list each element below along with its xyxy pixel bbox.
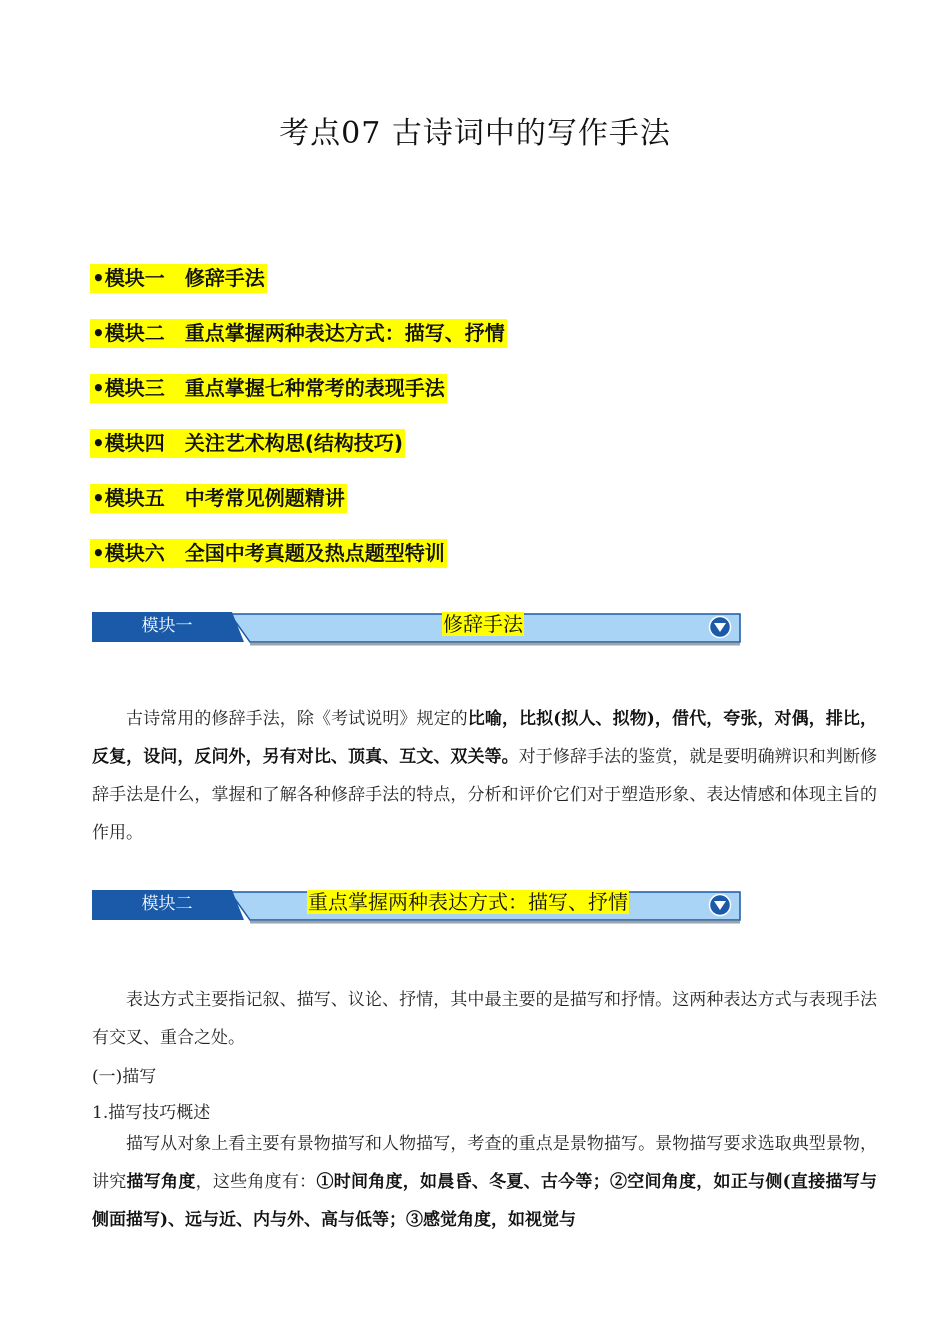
toc-item-1[interactable] <box>90 262 267 291</box>
bullet: • <box>92 486 105 510</box>
toc-module-label: 模块六 <box>104 541 165 565</box>
toc-item-4[interactable] <box>90 427 405 456</box>
toc-item-2[interactable] <box>90 317 507 346</box>
section2-paragraph-1: 表达方式主要指记叙、描写、议论、抒情，其中最主要的是描写和抒情。这两种表达方式与表现手法有交叉、重合之处。 <box>92 990 877 1048</box>
toc-module-name: 关注艺术构思(结构技巧) <box>184 431 404 455</box>
module-banner-2 <box>92 890 742 924</box>
bullet: • <box>92 431 105 455</box>
module-tag: 模块二 <box>141 894 193 914</box>
text-run: 描写从对象上看主要有景物描写和人物描写，考查的重点是景物描写。景物描写要求选取典型景物，讲究 <box>92 1134 877 1192</box>
toc-item-3[interactable] <box>90 372 447 401</box>
bold-run: 比喻，比拟(拟人、拟物)，借代，夸张，对偶，排比，反复，设问，反问外，另有对比、顶真、互文、双关等。 <box>92 709 877 767</box>
page-title: 考点07 古诗词中的写作手法 <box>279 116 671 151</box>
toc-module-name: 重点掌握七种常考的表现手法 <box>184 376 445 400</box>
bullet: • <box>92 321 105 345</box>
bullet: • <box>92 541 105 565</box>
toc-item-6[interactable] <box>90 537 447 566</box>
subheading-2: 1.描写技巧概述 <box>92 1103 211 1123</box>
toc-item-5[interactable] <box>90 482 347 511</box>
toc-module-label: 模块三 <box>104 376 165 400</box>
bold-run: ①时间角度，如晨昏、冬夏、古今等；②空间角度，如正与侧(直接描写与侧面描写)、远与近、内与外、高与低等；③感觉角度，如视觉与 <box>92 1172 877 1230</box>
chevron-down-icon[interactable] <box>708 893 732 917</box>
text-run: 古诗常用的修辞手法，除《考试说明》规定的 <box>126 709 468 729</box>
section2-paragraph-2 <box>92 1125 877 1239</box>
toc-module-label: 模块二 <box>104 321 165 345</box>
module-title-text: 重点掌握两种表达方式：描写、抒情 <box>308 890 628 914</box>
toc-module-name: 修辞手法 <box>184 266 265 290</box>
subheading-1: (一)描写 <box>92 1067 157 1087</box>
module-banner-1 <box>92 612 742 646</box>
chevron-down-icon[interactable] <box>708 615 732 639</box>
bullet: • <box>92 266 105 290</box>
toc-module-label: 模块四 <box>104 431 165 455</box>
toc-module-name: 中考常见例题精讲 <box>184 486 345 510</box>
module-title-text: 修辞手法 <box>443 612 523 636</box>
text-run: ，这些角度有： <box>195 1172 317 1192</box>
toc-module-name: 重点掌握两种表达方式：描写、抒情 <box>184 321 505 345</box>
bold-run: 描写角度 <box>126 1172 196 1192</box>
bullet: • <box>92 376 105 400</box>
text-run: 对于修辞手法的鉴赏，就是要明确辨识和判断修辞手法是什么，掌握和了解各种修辞手法的特点，分析和评价它们对于塑造形象、表达情感和体现主旨的作用。 <box>92 747 878 843</box>
module-tag: 模块一 <box>141 616 193 636</box>
module-title <box>442 610 524 640</box>
module-title <box>307 888 629 918</box>
toc-module-label: 模块一 <box>104 266 165 290</box>
toc-module-label: 模块五 <box>104 486 165 510</box>
toc-module-name: 全国中考真题及热点题型特训 <box>184 541 445 565</box>
section1-paragraph <box>92 700 877 852</box>
